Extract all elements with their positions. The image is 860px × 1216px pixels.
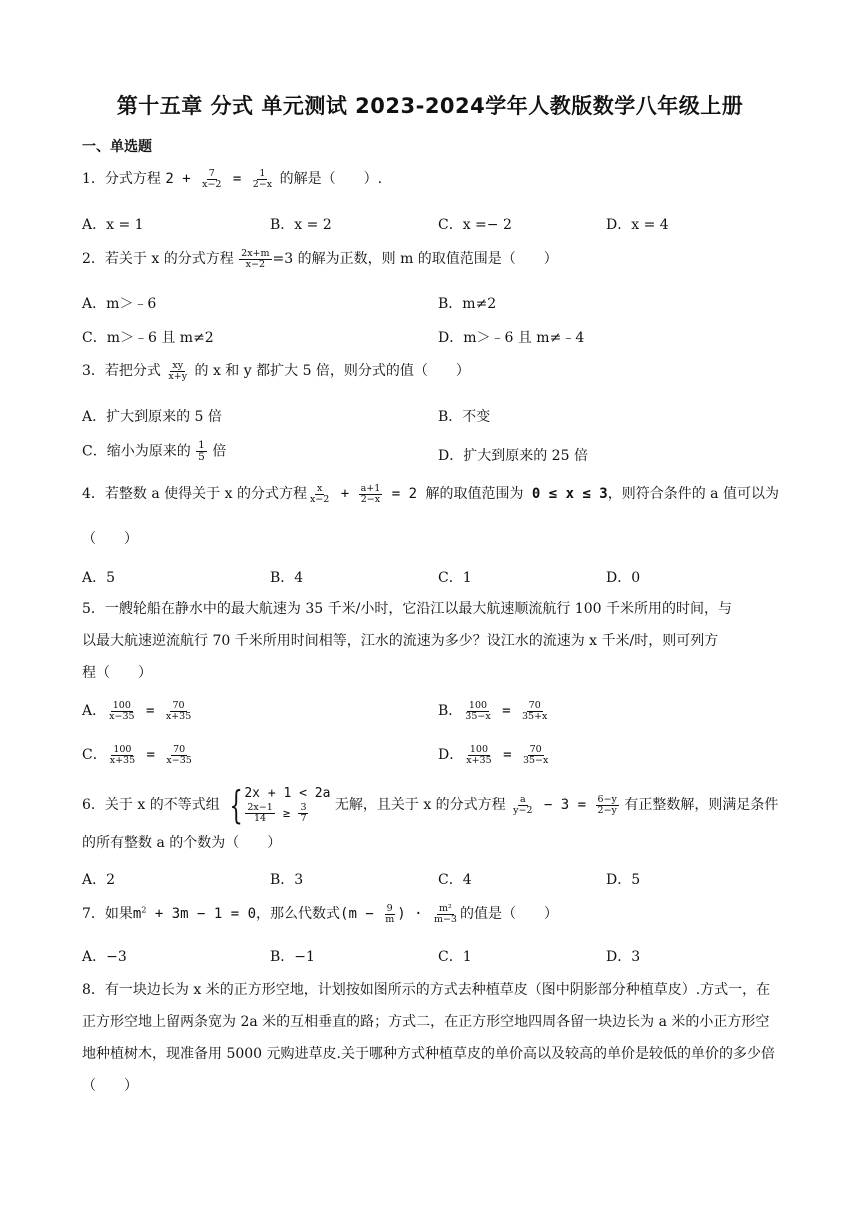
- q2-option-b: B．m≠2: [438, 296, 497, 312]
- q4-option-d: D．0: [606, 570, 641, 586]
- question-1: 1．分式方程 2 + $\frac{7}{x-2}$ = $\frac{1}{2-x}$ 的解是（ ）.: [82, 167, 383, 190]
- fraction: $\frac{a+1}{2-x}$: [360, 482, 381, 505]
- fraction: $\frac{70}{35+x}$: [522, 699, 548, 722]
- question-5-line-2: 以最大航速逆流航行 70 千米所用时间相等，江水的流速为多少？设江水的流速为 x 千米/时，则可列方: [82, 633, 719, 649]
- fraction: $\frac{xy}{x+y}$: [168, 359, 188, 382]
- question-4: 4．若整数 a 使得关于 x 的分式方程 $\frac{x}{x-2}$ + $\frac{a+1}{2-x}$ = 2 解的取值范围为 0 ≤ x ≤ 3，则符合条件的 a 值可以为: [82, 482, 779, 505]
- fraction: $\frac{70}{x-35}$: [166, 743, 192, 766]
- q5-option-b: B． $\frac{100}{35-x}$ = $\frac{70}{35+x}$: [438, 699, 548, 722]
- question-5-line-1: 5．一艘轮船在静水中的最大航速为 35 千米/小时，它沿江以最大航速顺流航行 100 千米所用的时间，与: [82, 601, 732, 617]
- q5-option-d: D． $\frac{100}{x+35}$ = $\frac{70}{35-x}$: [438, 743, 549, 766]
- fraction: $\frac{70}{35-x}$: [522, 743, 549, 766]
- q4-option-a: A．5: [82, 570, 116, 586]
- q4-option-b: B．4: [270, 570, 304, 586]
- fraction: $\frac{2x+m}{x-2}$: [241, 247, 270, 270]
- q1-option-c: C．x =− 2: [438, 217, 512, 233]
- q7-option-d: D．3: [606, 949, 641, 965]
- fraction: $\frac{2x-1}{14}$: [247, 801, 273, 824]
- fraction: $\frac{1}{2-x}$: [252, 167, 273, 190]
- q6-option-c: C．4: [438, 872, 472, 888]
- question-6-line-2: 的所有整数 a 的个数为（ ）: [82, 835, 282, 851]
- section-heading: 一、单选题: [82, 139, 152, 155]
- q2-option-a: A．m＞﹣6: [82, 296, 157, 312]
- question-6: 6．关于 x 的不等式组 { 2x + 1 < 2a $\frac{2x-1}{14}$ ≥ $\frac{3}{7}$ 无解，且关于 x 的分式方程 $\frac{a}{y-2}$ − 3 = $\frac{6-y}{2-y}$ 有正整数解，则满足条件: [82, 783, 779, 827]
- q6-option-b: B．3: [270, 872, 304, 888]
- fraction: $\frac{100}{x+35}$: [109, 743, 136, 766]
- q7-option-a: A．−3: [82, 949, 127, 965]
- question-2: 2．若关于 x 的分式方程 $\frac{2x+m}{x-2}$ =3 的解为正数，则 m 的取值范围是（ ）: [82, 247, 558, 270]
- q1-option-d: D．x = 4: [606, 217, 669, 233]
- q4-option-c: C．1: [438, 570, 472, 586]
- question-8: 8．有一块边长为 x 米的正方形空地，计划按如图所示的方式去种植草皮（图中阴影部分种植草皮）.方式一，在正方形空地上留两条宽为 2a 米的互相垂直的路；方式二，在正方形空地四周各留一块边长为 a 米的小正方形空地种植树木，现准备用 5000 元购进草皮.关于哪种方式种植草皮的单价高以及较高的单价是较低的单价的多少倍（ ）: [82, 982, 775, 1094]
- fraction: $\frac{100}{35-x}$: [465, 699, 491, 722]
- q3-option-b: B．不变: [438, 409, 491, 425]
- q1-option-a: A．x = 1: [82, 217, 144, 233]
- fraction: $\frac{70}{x+35}$: [165, 699, 192, 722]
- q7-option-b: B．−1: [270, 949, 315, 965]
- question-3: 3．若把分式 $\frac{xy}{x+y}$ 的 x 和 y 都扩大 5 倍，则分式的值（ ）: [82, 359, 470, 382]
- inequality-system: { 2x + 1 < 2a $\frac{2x-1}{14}$ ≥ $\frac{3}{7}$: [229, 783, 331, 827]
- fraction: $\frac{100}{x-35}$: [109, 699, 135, 722]
- fraction: $\frac{1}{5}$: [198, 439, 205, 464]
- question-5-line-3: 程（ ）: [82, 665, 152, 681]
- q5-option-c: C． $\frac{100}{x+35}$ = $\frac{70}{x-35}$: [82, 743, 192, 766]
- fraction: $\frac{a}{y-2}$: [513, 793, 533, 816]
- fraction: $\frac{100}{x+35}$: [466, 743, 492, 766]
- q7-option-c: C．1: [438, 949, 472, 965]
- fraction: $\frac{7}{x-2}$: [202, 167, 222, 190]
- question-4-bracket: （ ）: [82, 531, 138, 547]
- fraction: $\frac{\text{m²}}{m-3}$: [433, 902, 457, 925]
- q3-option-c: C．缩小为原来的 $\frac{1}{5}$ 倍: [82, 439, 227, 464]
- fraction: $\frac{3}{7}$: [300, 801, 307, 824]
- q6-option-a: A．2: [82, 872, 116, 888]
- q2-option-c: C．m＞﹣6 且 m≠2: [82, 330, 214, 346]
- q6-option-d: D．5: [606, 872, 641, 888]
- q3-option-a: A．扩大到原来的 5 倍: [82, 409, 222, 425]
- page-title: 第十五章 分式 单元测试 2023-2024学年人教版数学八年级上册: [116, 94, 744, 118]
- q2-option-d: D．m＞﹣6 且 m≠﹣4: [438, 330, 585, 346]
- question-7: 7．如果$m^2 + 3m - 1 = 0$，那么代数式(m − $\frac{9}{m}$ ) · $\frac{\text{m²}}{m-3}$ 的值是（ ）: [82, 902, 558, 925]
- fraction: $\frac{x}{x-2}$: [309, 482, 330, 505]
- q3-option-d: D．扩大到原来的 25 倍: [438, 448, 588, 464]
- fraction: $\frac{6-y}{2-y}$: [597, 793, 617, 816]
- fraction: $\frac{9}{m}$: [385, 902, 395, 925]
- q1-option-b: B．x = 2: [270, 217, 332, 233]
- q5-option-a: A． $\frac{100}{x-35}$ = $\frac{70}{x+35}$: [82, 699, 192, 722]
